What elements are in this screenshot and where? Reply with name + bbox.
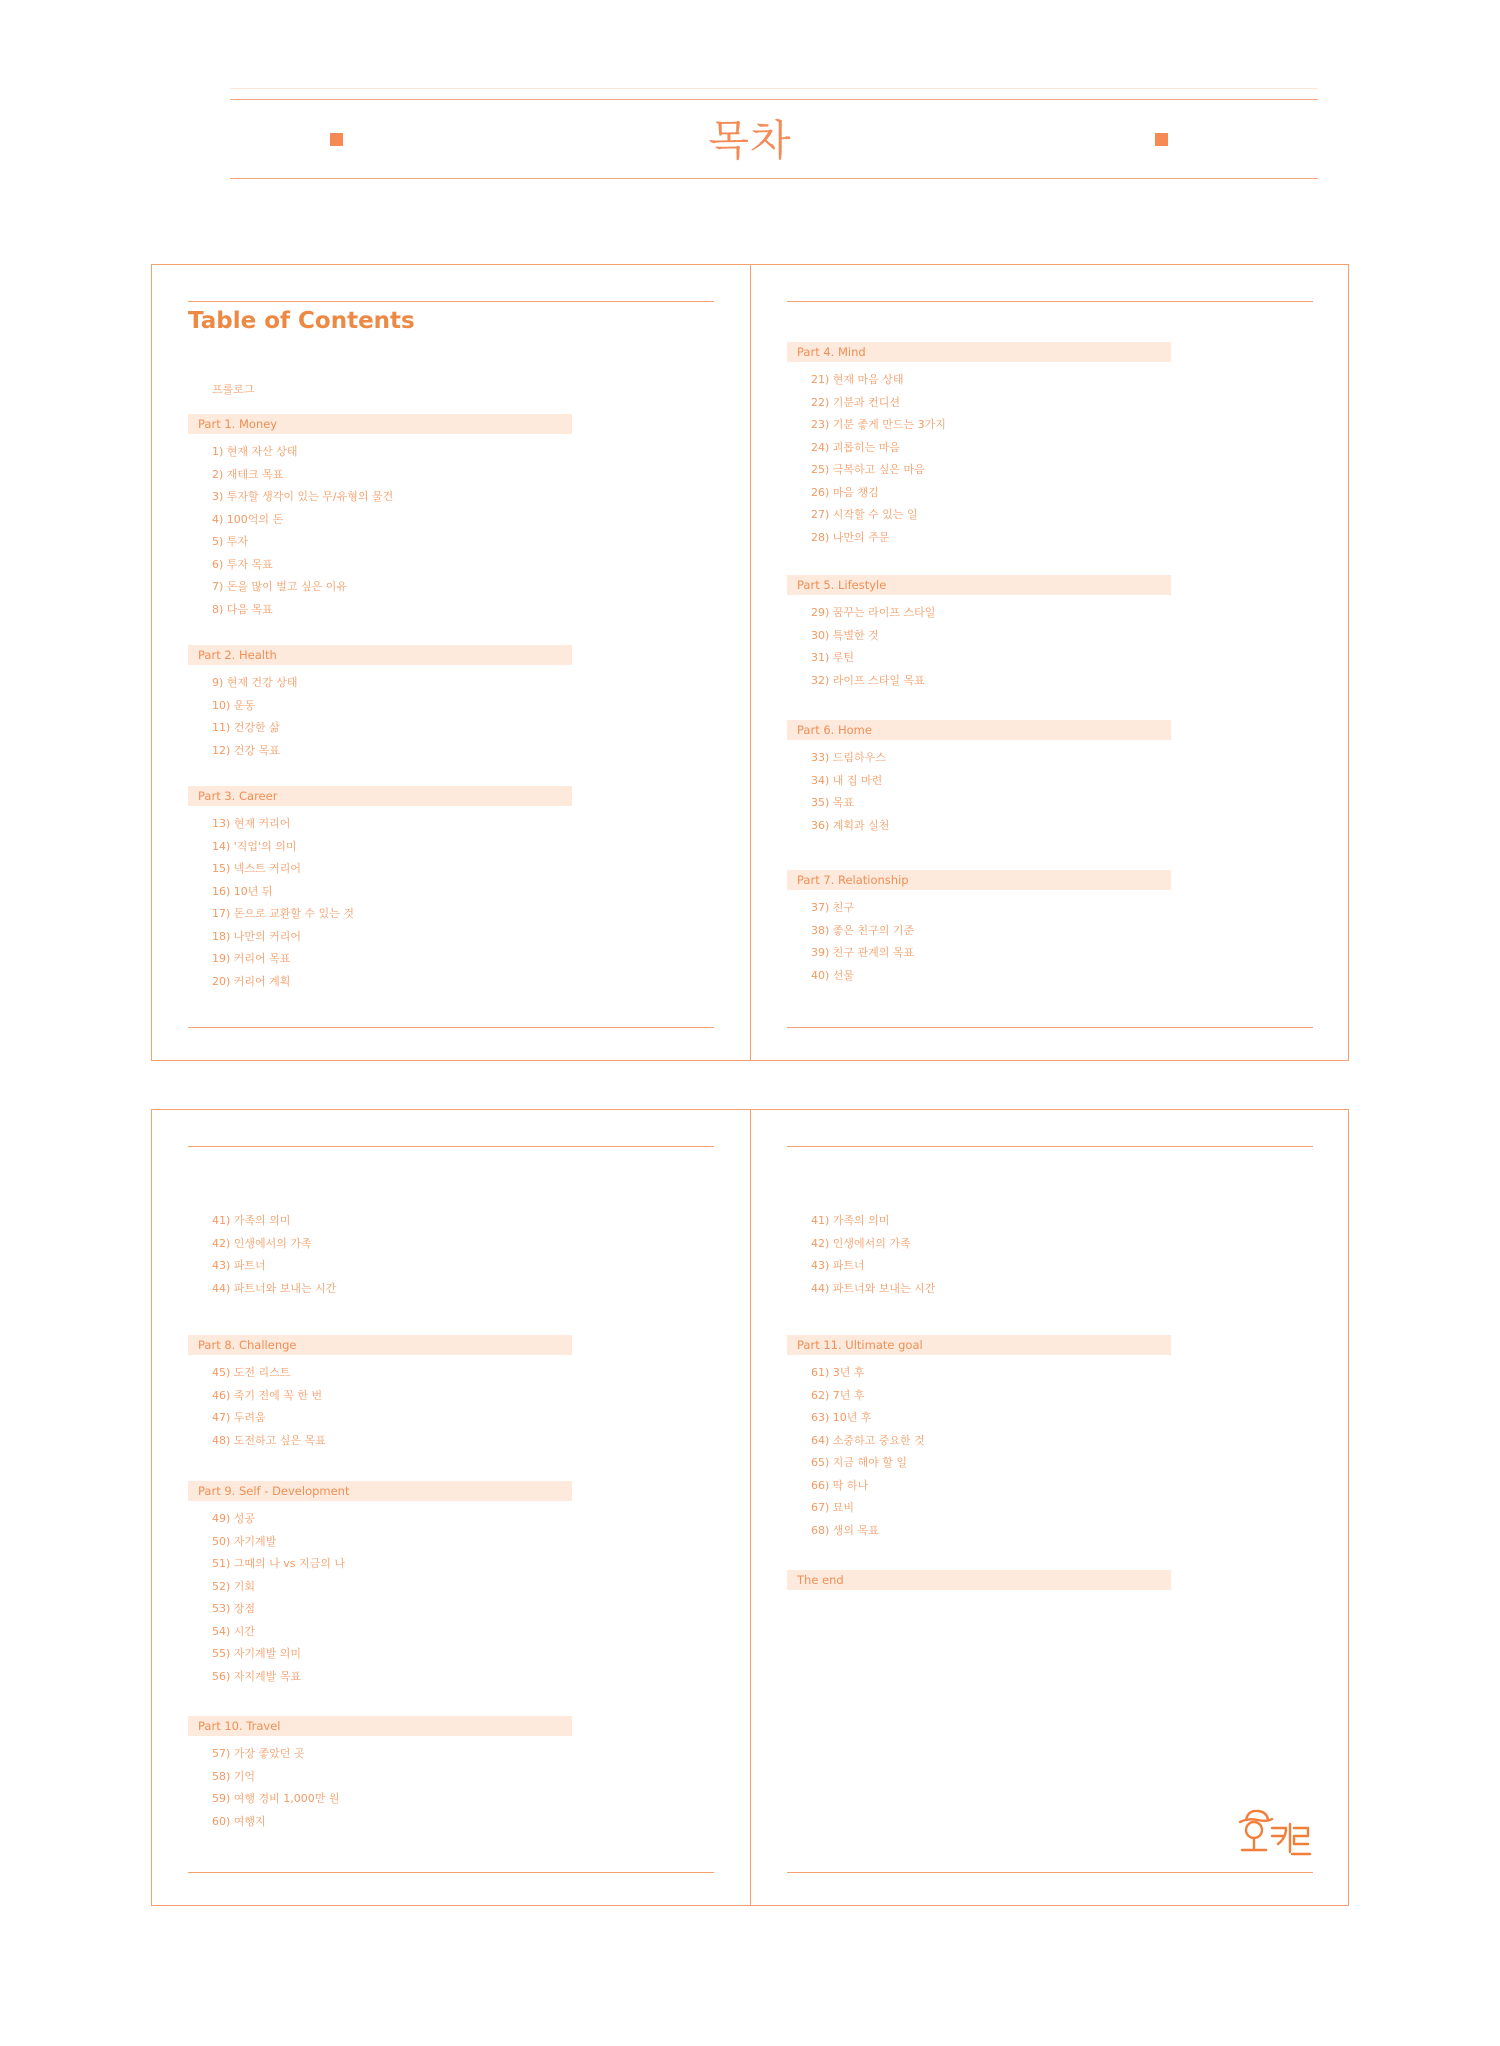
toc-item: 7) 돈을 많이 벌고 싶은 이유 [212, 580, 348, 593]
part-header-bar: Part 3. Career [188, 786, 572, 806]
toc-item-list [188, 672, 714, 762]
toc-item: 23) 기분 좋게 만드는 3가지 [811, 418, 946, 431]
toc-item: 35) 목표 [811, 796, 855, 809]
toc-item: 57) 가장 좋았던 곳 [212, 1747, 305, 1760]
page-title: 목차 [708, 116, 792, 165]
toc-item: 44) 파트너와 보내는 시간 [811, 1281, 936, 1295]
toc-item: 64) 소중하고 중요한 것 [811, 1433, 925, 1447]
toc-item: 5) 투자 [212, 535, 249, 548]
toc-item-list [787, 747, 1313, 837]
toc-item: 4) 100억의 돈 [212, 512, 284, 526]
toc-item: 37) 친구 [811, 901, 855, 914]
toc-item-list [188, 1362, 714, 1452]
toc-item-list [787, 1362, 1313, 1542]
family-list-right [787, 1210, 1313, 1300]
toc-item-list [188, 813, 714, 993]
toc-item: 54) 시간 [212, 1624, 256, 1638]
toc-item: 68) 생의 목표 [811, 1523, 879, 1537]
toc-item: 36) 계획과 실천 [811, 818, 890, 832]
part-home [787, 720, 1313, 837]
toc-item: 31) 루틴 [811, 651, 855, 664]
toc-item: 16) 10년 뒤 [212, 884, 273, 898]
toc-item: 9) 현재 건강 상태 [212, 676, 298, 689]
toc-item: 45) 도전 리스트 [212, 1366, 291, 1379]
part-header-bar: Part 10. Travel [188, 1716, 572, 1736]
toc-item: 10) 운동 [212, 698, 256, 712]
part-header-bar: Part 1. Money [188, 414, 572, 434]
toc-item-list [787, 369, 1313, 549]
toc-item: 32) 라이프 스타일 목표 [811, 673, 925, 687]
page-bottom-rule [188, 1872, 714, 1873]
header-faint-line [230, 88, 1318, 89]
part-header-bar: Part 6. Home [787, 720, 1171, 740]
toc-item: 3) 투자할 생각이 있는 무/유형의 물건 [212, 490, 394, 503]
toc-item: 66) 딱 하나 [811, 1478, 869, 1492]
toc-item: 53) 장점 [212, 1602, 256, 1615]
prologue-entry: 프롤로그 [212, 383, 255, 396]
part-mind [787, 342, 1313, 549]
part-header-bar: Part 9. Self - Development [188, 1481, 572, 1501]
page-top-rule [787, 301, 1313, 302]
part-relationship [787, 870, 1313, 987]
part-the-end [787, 1570, 1313, 1590]
toc-item: 46) 죽기 전에 꼭 한 번 [212, 1388, 323, 1402]
toc-item: 58) 기억 [212, 1769, 256, 1783]
toc-item: 41) 가족의 의미 [811, 1214, 890, 1227]
part-money [188, 414, 714, 621]
page-3 [152, 1110, 751, 1905]
page-2 [751, 265, 1350, 1060]
toc-item-list [787, 602, 1313, 692]
toc-item: 25) 극복하고 싶은 마음 [811, 463, 925, 476]
header-square-right-icon [1155, 133, 1168, 146]
toc-item: 43) 파트너 [212, 1259, 266, 1272]
part-header-bar: Part 11. Ultimate goal [787, 1335, 1171, 1355]
page-bottom-rule [787, 1027, 1313, 1028]
toc-item: 55) 자기계발 의미 [212, 1647, 302, 1660]
part-career [188, 786, 714, 993]
toc-item: 39) 친구 관계의 목표 [811, 946, 915, 959]
toc-item: 12) 건강 목표 [212, 743, 280, 757]
toc-title: Table of Contents [188, 308, 415, 334]
toc-item: 47) 두려움 [212, 1411, 266, 1424]
page-4 [751, 1110, 1350, 1905]
header-top-line [230, 99, 1318, 100]
toc-item: 21) 현재 마음 상태 [811, 373, 904, 386]
page-bottom-rule [787, 1872, 1313, 1873]
toc-item: 42) 인생에서의 가족 [212, 1236, 312, 1250]
toc-item: 63) 10년 후 [811, 1411, 872, 1424]
toc-item: 62) 7년 후 [811, 1388, 865, 1402]
toc-item: 1) 현재 자산 상태 [212, 445, 298, 458]
toc-item: 59) 여행 경비 1,000만 원 [212, 1792, 340, 1805]
toc-item: 43) 파트너 [811, 1259, 865, 1272]
part-header-bar: Part 8. Challenge [188, 1335, 572, 1355]
toc-item: 29) 꿈꾸는 라이프 스타일 [811, 606, 936, 619]
toc-item: 30) 특별한 것 [811, 628, 879, 642]
toc-item: 34) 내 집 마련 [811, 773, 883, 787]
toc-item: 50) 자기계발 [212, 1534, 277, 1548]
spread-2 [151, 1109, 1349, 1906]
part-challenge [188, 1335, 714, 1452]
toc-item: 26) 마음 챙김 [811, 485, 879, 499]
page-1 [152, 265, 751, 1060]
toc-item-list [188, 441, 714, 621]
toc-item: 49) 성공 [212, 1512, 256, 1525]
toc-item: 15) 넥스트 커리어 [212, 862, 302, 875]
spread-1 [151, 264, 1349, 1061]
toc-item: 13) 현재 커리어 [212, 817, 291, 830]
part-header-bar: The end [787, 1570, 1171, 1590]
toc-item: 20) 커리어 계획 [212, 974, 291, 988]
part-header-bar: Part 7. Relationship [787, 870, 1171, 890]
header-bottom-line [230, 178, 1318, 179]
brand-logo-icon [1232, 1806, 1312, 1862]
part-travel [188, 1716, 714, 1833]
page-top-rule [188, 301, 714, 302]
toc-item: 33) 드림하우스 [811, 751, 886, 764]
toc-item: 61) 3년 후 [811, 1366, 865, 1379]
toc-item: 6) 투자 목표 [212, 557, 273, 571]
toc-item: 2) 재테크 목표 [212, 467, 284, 481]
toc-item: 24) 괴롭히는 마음 [811, 440, 901, 454]
page-top-rule [787, 1146, 1313, 1147]
toc-item: 67) 묘비 [811, 1501, 855, 1514]
toc-item: 51) 그때의 나 vs 지금의 나 [212, 1557, 346, 1570]
part-self-development [188, 1481, 714, 1688]
family-list-left [188, 1210, 714, 1300]
toc-item: 52) 기회 [212, 1579, 256, 1593]
toc-item: 41) 가족의 의미 [212, 1214, 291, 1227]
part-ultimate-goal [787, 1335, 1313, 1542]
part-header-bar: Part 4. Mind [787, 342, 1171, 362]
part-lifestyle [787, 575, 1313, 692]
toc-item: 8) 다음 목표 [212, 602, 273, 616]
toc-item: 60) 여행지 [212, 1814, 266, 1828]
toc-item: 19) 커리어 목표 [212, 952, 291, 965]
toc-item: 17) 돈으로 교환할 수 있는 것 [212, 907, 355, 920]
toc-item: 40) 선물 [811, 968, 855, 982]
toc-item: 11) 건강한 삶 [212, 721, 280, 734]
toc-item: 42) 인생에서의 가족 [811, 1236, 911, 1250]
toc-item: 44) 파트너와 보내는 시간 [212, 1281, 337, 1295]
toc-item-list [787, 897, 1313, 987]
part-header-bar: Part 5. Lifestyle [787, 575, 1171, 595]
toc-item: 28) 나만의 주문 [811, 530, 890, 544]
page-bottom-rule [188, 1027, 714, 1028]
toc-item: 14) '직업'의 의미 [212, 839, 297, 853]
toc-item-list [188, 1743, 714, 1833]
toc-item: 27) 시작할 수 있는 일 [811, 508, 918, 521]
toc-item: 56) 자지계발 목표 [212, 1669, 302, 1683]
toc-item: 22) 기분과 컨디션 [811, 395, 901, 409]
toc-item-list [188, 1210, 714, 1300]
toc-item: 38) 좋은 친구의 기준 [811, 923, 915, 937]
page-top-rule [188, 1146, 714, 1147]
toc-item: 65) 지금 해야 할 일 [811, 1456, 908, 1469]
toc-item-list [787, 1210, 1313, 1300]
toc-item: 18) 나만의 커리어 [212, 929, 302, 943]
part-health [188, 645, 714, 762]
part-header-bar: Part 2. Health [188, 645, 572, 665]
toc-item-list [188, 1508, 714, 1688]
toc-item: 48) 도전하고 싶은 목표 [212, 1433, 326, 1447]
